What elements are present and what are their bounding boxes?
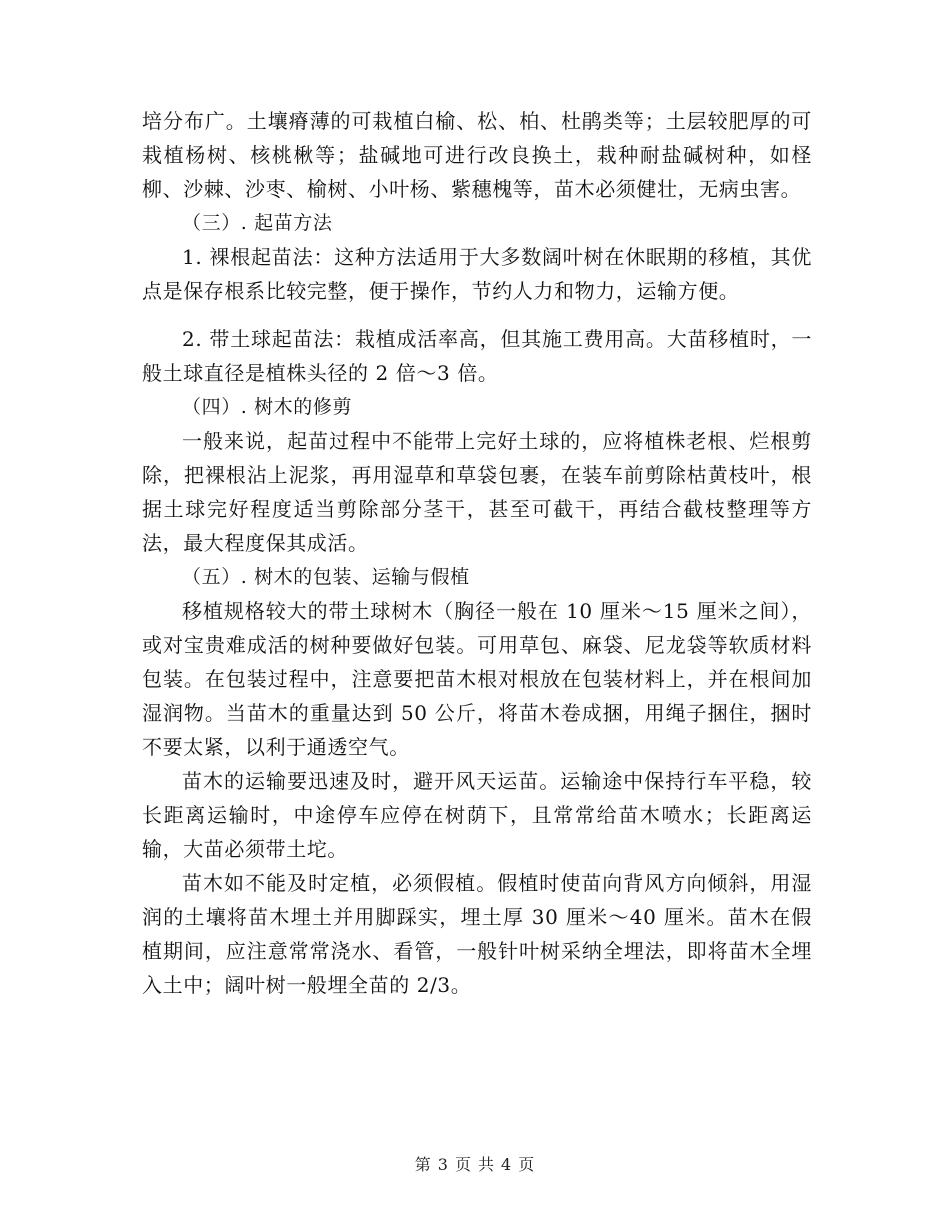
paragraph-transport: 苗木的运输要迅速及时，避开风天运苗。运输途中保持行车平稳，较长距离运输时，中途停车应停在树荫下，且常常给苗木喷水；长距离运输，大苗必须带土坨。 — [142, 769, 812, 861]
paragraph-packing: 移植规格较大的带土球树木（胸径一般在 10 厘米～15 厘米之间），或对宝贵难成活的树种要做好包装。可用草包、麻袋、尼龙袋等软质材料包装。在包装过程中，注意要把苗木根对根放在包装材料上，并在根间加湿润物。当苗木的重量达到 50 公斤，将苗木卷成捆，用绳子捆住，捆时不要太紧，以利于通透空气。 — [142, 599, 812, 759]
heading-packing-transport: （五）. 树木的包装、运输与假植 — [182, 566, 470, 588]
paragraph-pruning: 一般来说，起苗过程中不能带上完好土球的，应将植株老根、烂根剪除，把裸根沾上泥浆，再用湿草和草袋包裹，在装车前剪除枯黄枝叶，根据土球完好程度适当剪除部分茎干，甚至可截干，再结合截枝整理等方法，最大程度保其成活。 — [142, 429, 812, 555]
footer-current-page: 3 — [437, 1155, 449, 1174]
footer-suffix: 页 — [518, 1155, 536, 1174]
footer-prefix: 第 — [414, 1155, 432, 1174]
heading-tree-pruning: （四）. 树木的修剪 — [182, 396, 353, 418]
paragraph-bare-root-method: 1. 裸根起苗法：这种方法适用于大多数阔叶树在休眠期的移植，其优点是保存根系比较完整，便于操作，节约人力和物力，运输方便。 — [142, 245, 812, 303]
heading-seedling-lifting: （三）. 起苗方法 — [182, 212, 333, 234]
paragraph-heeling-in: 苗木如不能及时定植，必须假植。假植时使苗向背风方向倾斜，用湿润的土壤将苗木埋土并用脚踩实，埋土厚 30 厘米～40 厘米。苗木在假植期间，应注意常常浇水、看管，一般针叶树采纳全埋法，即将苗木全埋入土中；阔叶树一般埋全苗的 2/3。 — [142, 871, 812, 997]
page-footer — [0, 1152, 950, 1175]
footer-middle: 页 共 — [454, 1155, 496, 1174]
document-body — [142, 104, 812, 1002]
paragraph-soil-ball-method: 2. 带土球起苗法：栽植成活率高，但其施工费用高。大苗移植时，一般土球直径是植株头径的 2 倍～3 倍。 — [142, 327, 812, 385]
footer-total-pages: 4 — [501, 1155, 513, 1174]
paragraph-soil-species: 培分布广。土壤瘠薄的可栽植白榆、松、柏、杜鹃类等；土层较肥厚的可栽植杨树、核桃楸等；盐碱地可进行改良换土，栽种耐盐碱树种，如柽柳、沙棘、沙枣、榆树、小叶杨、紫穗槐等，苗木必须健壮，无病虫害。 — [142, 109, 812, 201]
